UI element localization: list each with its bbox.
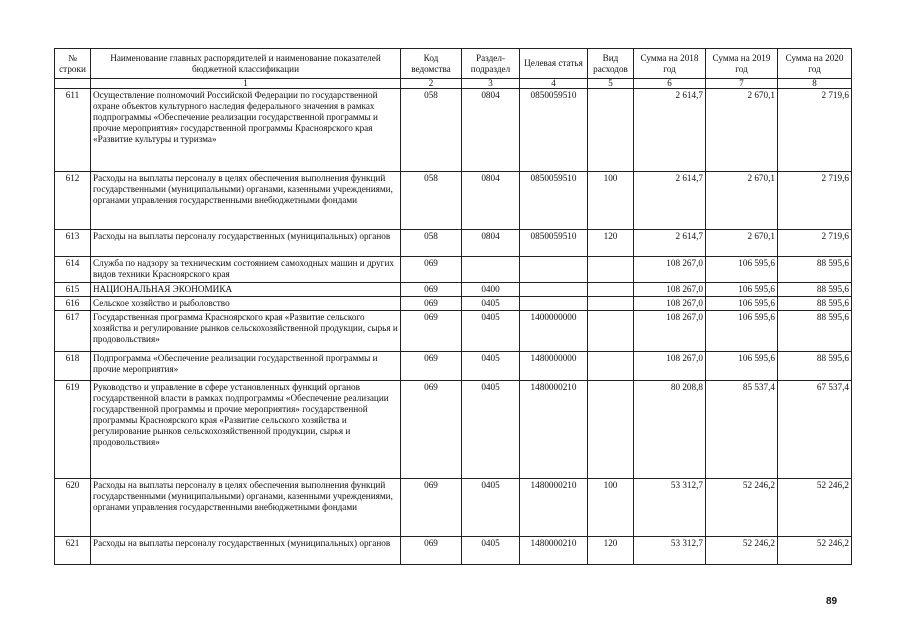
column-number	[55, 79, 91, 89]
sum-2019: 2 670,1	[706, 230, 778, 257]
column-number: 4	[520, 79, 588, 89]
budget-table	[54, 48, 852, 565]
sum-2019: 106 595,6	[706, 352, 778, 381]
section-code: 0405	[462, 381, 520, 479]
header-cell: Вид расходов	[588, 49, 634, 79]
header-cell: Наименование главных распорядителей и наименование показателей бюджетной классификации	[91, 49, 401, 79]
header-cell: Сумма на 2020 год	[778, 49, 852, 79]
sum-2019: 106 595,6	[706, 311, 778, 352]
sum-2019: 2 670,1	[706, 172, 778, 230]
department-code: 069	[401, 257, 462, 283]
header-row	[55, 49, 852, 79]
section-code: 0405	[462, 479, 520, 537]
column-number: 6	[634, 79, 706, 89]
expense-type	[588, 381, 634, 479]
header-cell: Сумма на 2018 год	[634, 49, 706, 79]
department-code: 069	[401, 537, 462, 565]
table-row	[55, 537, 852, 565]
column-number: 1	[91, 79, 401, 89]
table-row	[55, 257, 852, 283]
section-code: 0804	[462, 230, 520, 257]
department-code: 069	[401, 283, 462, 297]
row-name: Расходы на выплаты персоналу в целях обеспечения выполнения функций государственными (муниципальными) органами, казенными учреждениями, органами управления государственными внебюджетными фондами	[91, 479, 401, 537]
table-row	[55, 297, 852, 311]
header-cell: Раздел-подраздел	[462, 49, 520, 79]
expense-type	[588, 352, 634, 381]
row-number: 615	[55, 283, 91, 297]
section-code: 0804	[462, 172, 520, 230]
page-number: 89	[826, 596, 838, 607]
sum-2019: 2 670,1	[706, 89, 778, 172]
department-code: 069	[401, 479, 462, 537]
target-article: 0850059510	[520, 230, 588, 257]
sum-2020: 88 595,6	[778, 257, 852, 283]
sum-2018: 2 614,7	[634, 172, 706, 230]
sum-2018: 2 614,7	[634, 89, 706, 172]
sum-2019: 106 595,6	[706, 283, 778, 297]
target-article: 1480000000	[520, 352, 588, 381]
section-code	[462, 257, 520, 283]
target-article: 1480000210	[520, 381, 588, 479]
table-row	[55, 381, 852, 479]
column-number: 5	[588, 79, 634, 89]
row-name: Сельское хозяйство и рыболовство	[91, 297, 401, 311]
department-code: 069	[401, 381, 462, 479]
header-cell: Целевая статья	[520, 49, 588, 79]
expense-type	[588, 257, 634, 283]
table-row	[55, 89, 852, 172]
target-article: 1480000210	[520, 479, 588, 537]
row-number: 613	[55, 230, 91, 257]
header-cell: Сумма на 2019 год	[706, 49, 778, 79]
sum-2020: 88 595,6	[778, 283, 852, 297]
expense-type: 120	[588, 537, 634, 565]
table-row	[55, 230, 852, 257]
department-code: 069	[401, 352, 462, 381]
row-number: 612	[55, 172, 91, 230]
expense-type	[588, 283, 634, 297]
target-article: 0850059510	[520, 172, 588, 230]
sum-2018: 108 267,0	[634, 297, 706, 311]
column-number-row	[55, 79, 852, 89]
sum-2019: 106 595,6	[706, 257, 778, 283]
expense-type	[588, 297, 634, 311]
sum-2018: 108 267,0	[634, 257, 706, 283]
sum-2018: 108 267,0	[634, 352, 706, 381]
column-number: 2	[401, 79, 462, 89]
sum-2020: 88 595,6	[778, 311, 852, 352]
row-number: 614	[55, 257, 91, 283]
sum-2018: 53 312,7	[634, 479, 706, 537]
expense-type: 100	[588, 172, 634, 230]
row-number: 619	[55, 381, 91, 479]
row-number: 620	[55, 479, 91, 537]
sum-2018: 2 614,7	[634, 230, 706, 257]
department-code: 058	[401, 89, 462, 172]
sum-2019: 52 246,2	[706, 479, 778, 537]
sum-2018: 108 267,0	[634, 283, 706, 297]
department-code: 058	[401, 230, 462, 257]
section-code: 0405	[462, 297, 520, 311]
sum-2020: 67 537,4	[778, 381, 852, 479]
column-number: 3	[462, 79, 520, 89]
table-row	[55, 172, 852, 230]
sum-2020: 52 246,2	[778, 479, 852, 537]
row-number: 617	[55, 311, 91, 352]
row-name: Осуществление полномочий Российской Федерации по государственной охране объектов культурного наследия федерального значения в рамках подпрограммы «Обеспечение реализации государственной программы и прочие мероприятия» государственной программы Красноярского края «Развитие культуры и туризма»	[91, 89, 401, 172]
row-name: Руководство и управление в сфере установленных функций органов государственной власти в рамках подпрограммы «Обеспечение реализации государственной программы и прочие мероприятия» государственной программы Красноярского края «Развитие сельского хозяйства и регулирование рынков сельскохозяйственной продукции, сырья и продовольствия»	[91, 381, 401, 479]
expense-type: 120	[588, 230, 634, 257]
row-name: Служба по надзору за техническим состоянием самоходных машин и других видов техники Красноярского края	[91, 257, 401, 283]
target-article: 1480000210	[520, 537, 588, 565]
section-code: 0405	[462, 352, 520, 381]
table-row	[55, 283, 852, 297]
expense-type: 100	[588, 479, 634, 537]
sum-2020: 2 719,6	[778, 89, 852, 172]
row-number: 616	[55, 297, 91, 311]
table-row	[55, 479, 852, 537]
row-name: Расходы на выплаты персоналу в целях обеспечения выполнения функций государственными (муниципальными) органами, казенными учреждениями, органами управления государственными внебюджетными фондами	[91, 172, 401, 230]
column-number: 8	[778, 79, 852, 89]
sum-2020: 2 719,6	[778, 230, 852, 257]
target-article: 0850059510	[520, 89, 588, 172]
sum-2019: 85 537,4	[706, 381, 778, 479]
header-cell: № строки	[55, 49, 91, 79]
section-code: 0400	[462, 283, 520, 297]
row-name: Государственная программа Красноярского края «Развитие сельского хозяйства и регулирование рынков сельскохозяйственной продукции, сырья и продовольствия»	[91, 311, 401, 352]
department-code: 058	[401, 172, 462, 230]
section-code: 0405	[462, 537, 520, 565]
row-name: Расходы на выплаты персоналу государственных (муниципальных) органов	[91, 537, 401, 565]
expense-type	[588, 311, 634, 352]
row-name: Расходы на выплаты персоналу государственных (муниципальных) органов	[91, 230, 401, 257]
sum-2019: 106 595,6	[706, 297, 778, 311]
column-number: 7	[706, 79, 778, 89]
sum-2020: 88 595,6	[778, 297, 852, 311]
row-name: Подпрограмма «Обеспечение реализации государственной программы и прочие мероприятия»	[91, 352, 401, 381]
department-code: 069	[401, 297, 462, 311]
row-name: НАЦИОНАЛЬНАЯ ЭКОНОМИКА	[91, 283, 401, 297]
target-article	[520, 283, 588, 297]
target-article	[520, 297, 588, 311]
sum-2019: 52 246,2	[706, 537, 778, 565]
target-article	[520, 257, 588, 283]
row-number: 618	[55, 352, 91, 381]
target-article: 1400000000	[520, 311, 588, 352]
sum-2018: 53 312,7	[634, 537, 706, 565]
table-row	[55, 352, 852, 381]
expense-type	[588, 89, 634, 172]
department-code: 069	[401, 311, 462, 352]
sum-2020: 88 595,6	[778, 352, 852, 381]
section-code: 0405	[462, 311, 520, 352]
sum-2020: 2 719,6	[778, 172, 852, 230]
sum-2020: 52 246,2	[778, 537, 852, 565]
table-row	[55, 311, 852, 352]
section-code: 0804	[462, 89, 520, 172]
header-cell: Код ведомства	[401, 49, 462, 79]
row-number: 611	[55, 89, 91, 172]
sum-2018: 80 208,8	[634, 381, 706, 479]
row-number: 621	[55, 537, 91, 565]
sum-2018: 108 267,0	[634, 311, 706, 352]
